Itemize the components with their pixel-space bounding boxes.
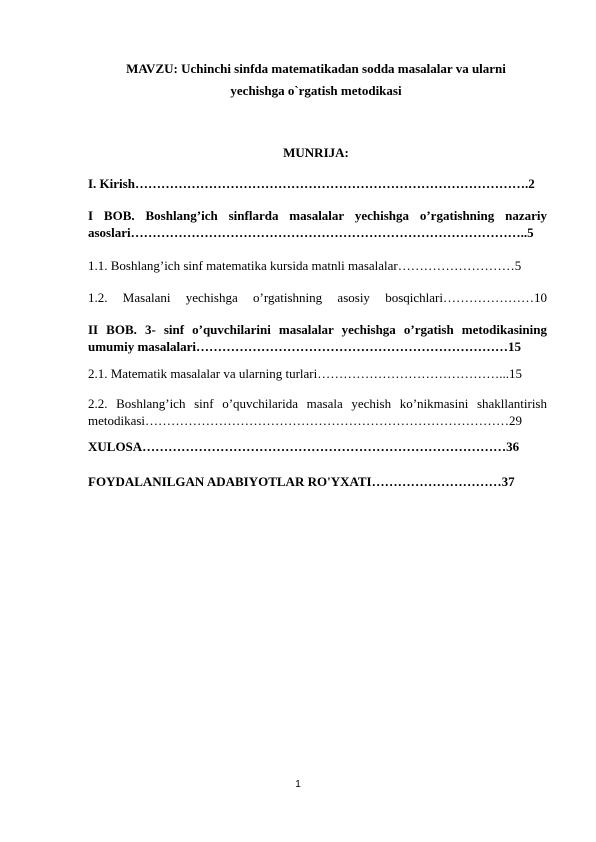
toc-entry-chapter-2-line-1: II BOB. 3- sinf o’quvchilarini masalalar yechishga o’rgatish metodikasining [88,322,547,337]
toc-entry-2-1: 2.1. Matematik masalalar va ularning turlari……………………………………...15 [88,366,522,381]
title-line-2: yechishga o`rgatish metodikasi [230,83,402,98]
document-title [88,58,544,102]
toc-entry-kirish: I. Kirish……………………………………………………………………………….2 [88,176,535,191]
title-line-1: MAVZU: Uchinchi sinfda matematikadan sodda masalalar va ularni [126,61,506,76]
toc-entry-2-2-line-1: 2.2. Boshlang’ich sinf o’quvchilarida masala yechish ko’nikmasini shakllantirish [88,396,547,411]
toc-entry-2-2-line-2: metodikasi…………………………………………………………………………29 [88,413,523,428]
toc-entry-chapter-1 [88,207,547,241]
toc-entry-chapter-2 [88,321,547,355]
toc-entry-1-1: 1.1. Boshlang’ich sinf matematika kursida matnli masalalar………………………5 [88,258,522,273]
toc-entry-2-2 [88,395,547,429]
toc-entry-chapter-2-line-2: umumiy masalalari………………………………………………………………15 [88,339,521,354]
toc-entry-xulosa: XULOSA…………………………………………………………………………36 [88,439,520,454]
toc-entry-bibliography: FOYDALANILGAN ADABIYOTLAR RO'YXATI…………………………37 [88,474,515,489]
page-number: 1 [295,779,301,790]
toc-entry-1-2: 1.2. Masalani yechishga o’rgatishning asosiy bosqichlari…………………10 [88,290,547,305]
toc-entry-chapter-1-line-1: I BOB. Boshlang’ich sinflarda masalalar yechishga o’rgatishning nazariy [88,208,547,223]
toc-entry-chapter-1-line-2: asoslari………………………………………………………………………………..5 [88,225,534,240]
contents-heading: MUNRIJA: [283,145,349,160]
